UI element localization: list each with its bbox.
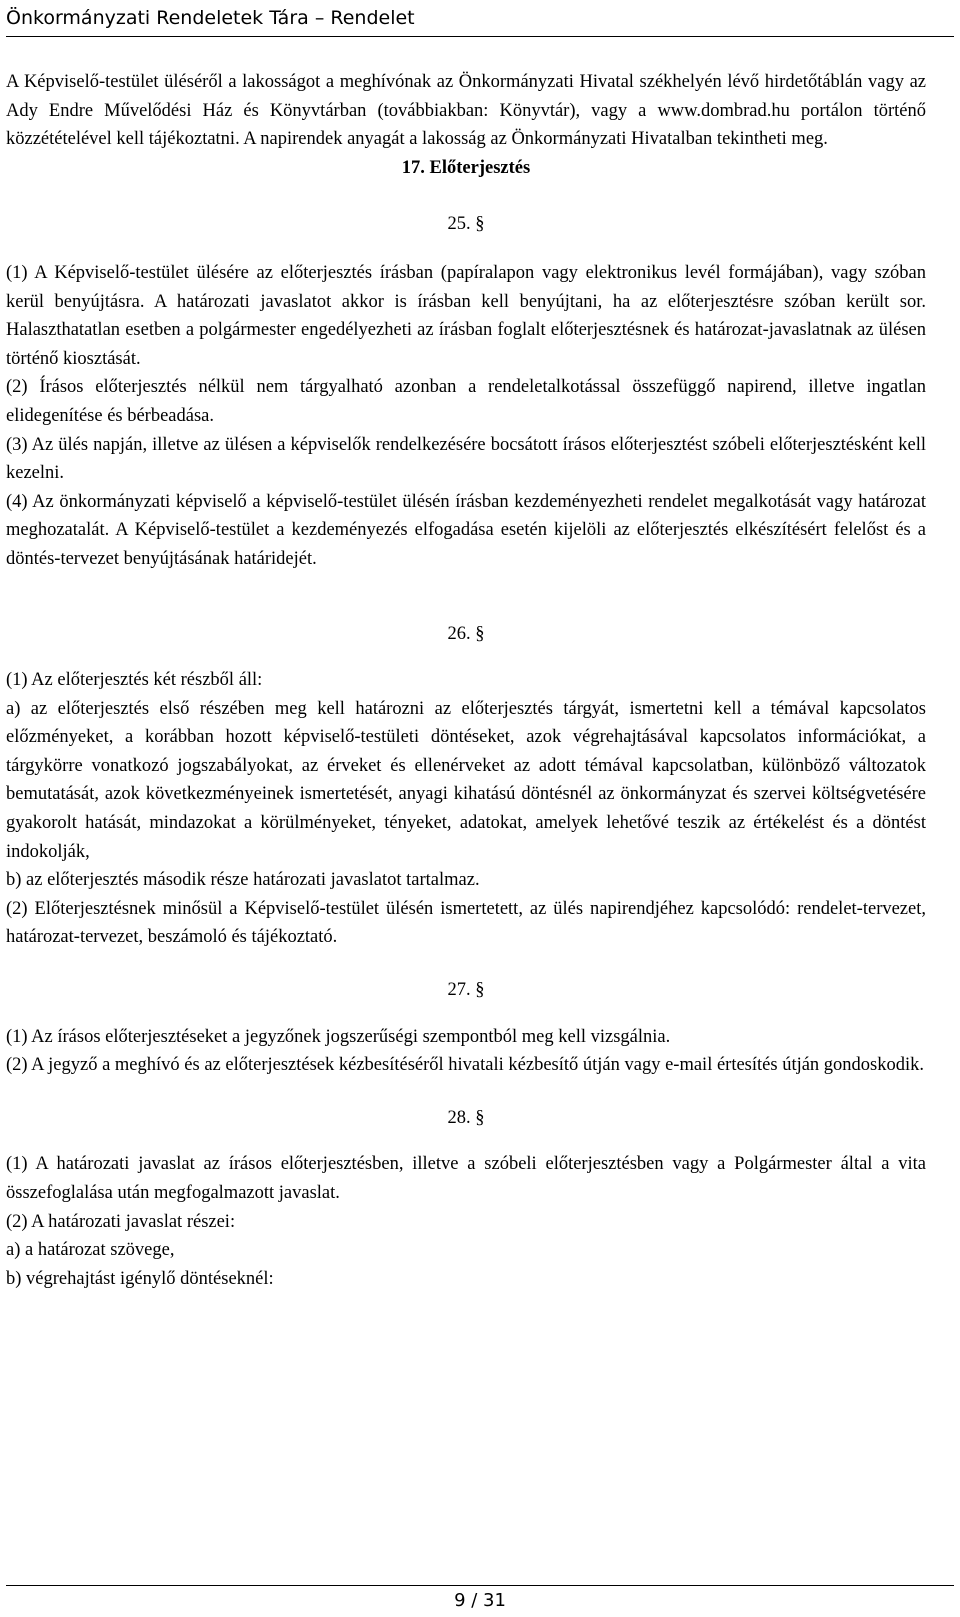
header-title: Önkormányzati Rendeletek Tára – Rendelet bbox=[6, 7, 415, 29]
header-divider bbox=[6, 36, 954, 37]
section-title-26: 26. § bbox=[447, 623, 485, 644]
s27-paragraph-2: (2) A jegyző a meghívó és az előterjesztések kézbesítéséről hivatali kézbesítő útján vagy e-mail értesítés útján gondoskodik. bbox=[6, 1055, 925, 1076]
s27-paragraph-1: (1) Az írásos előterjesztéseket a jegyzőnek jogszerűségi szempontból meg kell vizsgálnia. bbox=[6, 1026, 671, 1047]
s26-paragraph-3: b) az előterjesztés második része határozati javaslatot tartalmaz. bbox=[6, 870, 480, 891]
section-title-25: 25. § bbox=[447, 214, 485, 235]
section-title-27: 27. § bbox=[447, 980, 485, 1001]
page-number: 9 / 31 bbox=[454, 1590, 506, 1611]
document-body bbox=[6, 68, 926, 1293]
s26-paragraph-4: (2) Előterjesztésnek minősül a Képviselő-testület ülésén ismertetett, az ülés napirendjéhez kapcsolódó: rendelet-tervezet, határozat-tervezet, beszámoló és tájékoztató. bbox=[6, 898, 926, 948]
s28-paragraph-4: b) végrehajtást igénylő döntéseknél: bbox=[6, 1268, 274, 1289]
s25-paragraph-2: (2) Írásos előterjesztés nélkül nem tárgyalható azonban a rendeletalkotással összefüggő napirend, illetve ingatlan elidegenítése és bérbeadása. bbox=[6, 377, 926, 426]
page-footer bbox=[6, 1585, 954, 1611]
intro-paragraph: A Képviselő-testület üléséről a lakosságot a meghívónak az Önkormányzati Hivatal székhelyén lévő hirdetőtáblán vagy az Ady Endre Művelődési Ház és Könyvtárban (továbbiakban: Könyvtár), vagy a www.dombrad.hu portálon történő közzétételével kell tájékoztatni. A napirendek anyagát a lakosság az Önkormányzati Hivatalban tekintheti meg. bbox=[6, 72, 926, 150]
footer-divider bbox=[6, 1585, 954, 1586]
s25-paragraph-1: (1) A Képviselő-testület ülésére az előterjesztés írásban (papíralapon vagy elektronikus levél formájában), vagy szóban kerül benyújtásra. A határozati javaslatot akkor is írásban kell benyújtani, ha az előterjesztésre szóban került sor. Halaszthatatlan esetben a polgármester engedélyezheti az írásban foglalt előterjesztésnek és határozat-javaslatnak az ülésen történő kiosztását. bbox=[6, 262, 926, 369]
s25-paragraph-3: (3) Az ülés napján, illetve az ülésen a képviselők rendelkezésére bocsátott írásos előterjesztést szóbeli előterjesztésként kell kezelni. bbox=[6, 434, 926, 484]
s28-paragraph-1: (1) A határozati javaslat az írásos előterjesztésben, illetve a szóbeli előterjesztésben vagy a Polgármester által a vita összefoglalása után megfogalmazott javaslat. bbox=[6, 1154, 926, 1203]
s26-paragraph-2: a) az előterjesztés első részében meg kell határozni az előterjesztés tárgyát, ismertetni kell a témával kapcsolatos előzményeket, a korábban hozott képviselő-testületi döntéseket, azok végrehajtásával kapcsolatos információkat, a tárgykörre vonatkozó jogszabályokat, az érveket és ellenérveket az adott témával kapcsolatban, különböző változatok bemutatását, azok következményeinek ismertetését, anyagi kihatású döntésnél az önkormányzat és szervei költségvetésére gyakorolt hatását, mindazokat a körülményeket, tényeket, adatokat, amelyek lehetővé teszik az értékelést és a döntést indokolják, bbox=[6, 698, 926, 862]
chapter-heading: 17. Előterjesztés bbox=[401, 157, 531, 178]
s25-paragraph-4: (4) Az önkormányzati képviselő a képviselő-testület ülésén írásban kezdeményezheti rendelet megalkotását vagy határozat meghozatalát. A Képviselő-testület a kezdeményezés elfogadása esetén kijelöli az előterjesztés elkészítésért felelőst és a döntés-tervezet benyújtásának határidejét. bbox=[6, 491, 926, 569]
section-title-28: 28. § bbox=[447, 1107, 485, 1128]
s28-paragraph-2: (2) A határozati javaslat részei: bbox=[6, 1211, 236, 1232]
s26-paragraph-1: (1) Az előterjesztés két részből áll: bbox=[6, 670, 263, 691]
s28-paragraph-3: a) a határozat szövege, bbox=[6, 1240, 175, 1261]
page-header bbox=[6, 0, 954, 38]
